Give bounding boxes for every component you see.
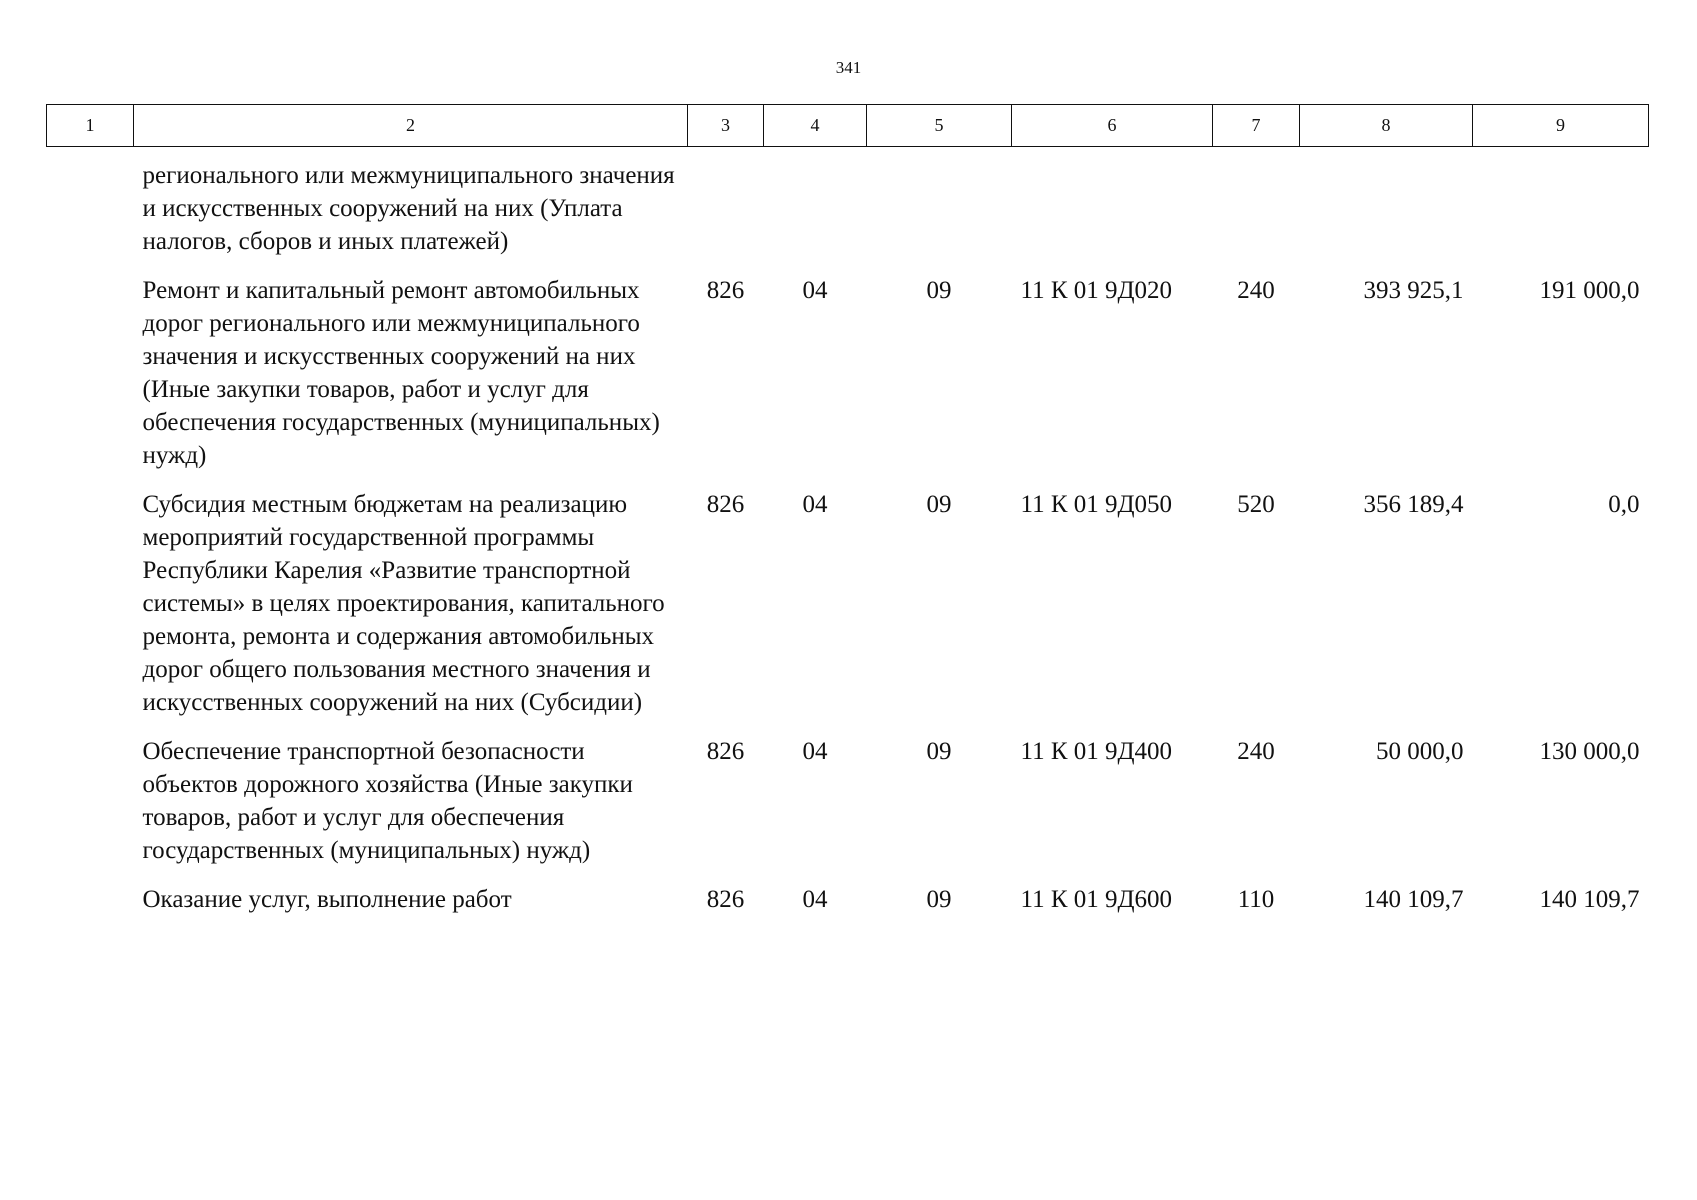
budget-table: [46, 104, 1649, 932]
amount-column-9: 130 000,0: [1539, 738, 1640, 765]
subsection-code: 09: [926, 491, 952, 518]
ministry-code: 826: [706, 738, 745, 765]
row-name: Субсидия местным бюджетам на реализацию мероприятий государственной программы Республики Карелия «Развитие транспортной системы» в целях проектирования, капитального ремонта, ремонта и содержания автомобильных дорог общего пользования местного значения и искусственных сооружений на них (Субсидии): [142, 491, 665, 716]
target-article-code: 11 К 01 9Д400: [1020, 738, 1173, 765]
column-header-4: 4: [764, 105, 867, 147]
column-header-9: 9: [1473, 105, 1649, 147]
row-name: Обеспечение транспортной безопасности объектов дорожного хозяйства (Иные закупки товаров, работ и услуг для обеспечения государственных (муниципальных) нужд): [142, 738, 633, 864]
amount-column-8: 356 189,4: [1363, 491, 1464, 518]
target-article-code: 11 К 01 9Д020: [1020, 277, 1173, 304]
amount-column-9: 140 109,7: [1539, 886, 1640, 913]
subsection-code: 09: [926, 738, 952, 765]
section-code: 04: [802, 886, 828, 913]
section-code: 04: [802, 491, 828, 518]
row-name: регионального или межмуниципального значения и искусственных сооружений на них (Уплата налогов, сборов и иных платежей): [142, 162, 675, 255]
expense-type-code: 240: [1237, 738, 1275, 765]
header-row: [47, 105, 1649, 147]
expense-type-code: 520: [1237, 491, 1275, 518]
column-header-7: 7: [1213, 105, 1300, 147]
row-name: Оказание услуг, выполнение работ: [142, 886, 512, 913]
table-row: [47, 735, 1649, 883]
column-header-1: 1: [47, 105, 134, 147]
table-row-continued: [47, 147, 1649, 275]
amount-column-9: 191 000,0: [1539, 277, 1640, 304]
column-header-6: 6: [1012, 105, 1213, 147]
column-header-8: 8: [1300, 105, 1473, 147]
subsection-code: 09: [926, 886, 952, 913]
expense-type-code: 110: [1237, 886, 1275, 913]
column-header-2: 2: [134, 105, 688, 147]
amount-column-8: 393 925,1: [1363, 277, 1464, 304]
ministry-code: 826: [706, 886, 745, 913]
target-article-code: 11 К 01 9Д600: [1020, 886, 1173, 913]
amount-column-9: 0,0: [1608, 491, 1640, 518]
ministry-code: 826: [706, 277, 745, 304]
expense-type-code: 240: [1237, 277, 1275, 304]
section-code: 04: [802, 738, 828, 765]
section-code: 04: [802, 277, 828, 304]
subsection-code: 09: [926, 277, 952, 304]
page-number: 341: [835, 58, 862, 77]
amount-column-8: 50 000,0: [1376, 738, 1464, 765]
ministry-code: 826: [706, 491, 745, 518]
row-name: Ремонт и капитальный ремонт автомобильных дорог регионального или межмуниципального значения и искусственных сооружений на них (Иные закупки товаров, работ и услуг для обеспечения государственных (муниципальных) нужд): [142, 277, 660, 469]
amount-column-8: 140 109,7: [1363, 886, 1464, 913]
column-header-3: 3: [688, 105, 764, 147]
table-row: [47, 488, 1649, 735]
table-row: [47, 883, 1649, 932]
target-article-code: 11 К 01 9Д050: [1020, 491, 1173, 518]
table-row: [47, 274, 1649, 488]
column-header-5: 5: [867, 105, 1012, 147]
